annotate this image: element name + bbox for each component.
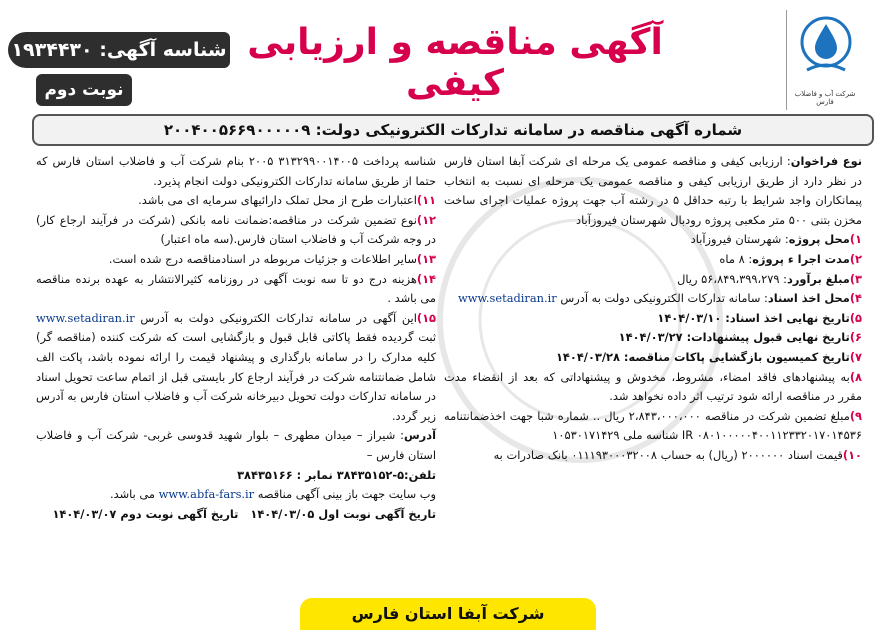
item-11	[36, 191, 436, 211]
website-text: می باشد.	[110, 487, 156, 502]
item-value: : ۱۴۰۴/۰۳/۲۸	[555, 349, 629, 364]
item-text: شناسه ملی ۱۰۵۳۰۱۷۱۴۲۹	[552, 428, 679, 443]
item-value: : ۱۴۰۴/۰۳/۲۷	[618, 330, 692, 345]
item-6	[444, 328, 862, 348]
payment-line: شناسه پرداخت ۳۱۳۲۹۹۰۰۱۴۰۰۵ ۲۰۰۵ بنام شرکت آب و فاضلاب استان فارس که حتما از طریق سامانه تدارکات الکترونیکی دولت انجام پذیرد.	[36, 154, 436, 188]
item-12	[36, 211, 436, 250]
iban-number: IR ۰۸۰۱۰۰۰۰۰۴۰۰۱۱۲۳۳۲۰۱۷۰۱۴۵۳۶	[681, 428, 862, 443]
item-text: نوع تضمین شرکت در مناقصه:ضمانت نامه بانکی (شرکت در فرآیند ارجاع کار) در وجه شرکت آب و فاضلاب استان فارس.(سه ماه اعتبار)	[36, 212, 436, 247]
item-13	[36, 250, 436, 270]
item-text: این آگهی در سامانه تدارکات الکترونیکی دولت به آدرس	[140, 310, 417, 325]
date1-label: تاریخ آگهی نوبت اول	[318, 506, 436, 521]
item-label: تاریخ نهایی قبول پیشنهادات	[691, 330, 850, 345]
item-text: مبلغ تضمین شرکت در مناقصه ۲،۸۴۳،۰۰۰،۰۰۰ ریال .. شماره شبا جهت اخذضمانتنامه	[444, 408, 850, 423]
item-value: : شهرستان فیروزآباد	[690, 232, 789, 247]
item-number: ۳)	[849, 271, 862, 286]
item-number: ۷)	[849, 349, 862, 364]
company-logo	[786, 10, 864, 110]
page-title: آگهی مناقصه و ارزیابی کیفی	[247, 22, 663, 104]
item-text: ثبت گردیده فقط پاکاتی قابل قبول و بازگشایی است که شرکت کننده (مناقصه گر) کلیه مدارک را در سامانه بارگذاری و پیشنهاد قیمت را ارائه نموده باشد، پاکت الف شامل ضمانتنامه شرکت در فرآیند ارجاع کار بایستی قبل از اتمام ساعت تحویل اسناد در سامانه تدارکات دولت تحویل دبیرخانه شرکت آب و فاضلاب استان فارس به آدرس زیر گردد.	[36, 330, 436, 423]
address-label: آدرس	[403, 428, 436, 443]
intro-paragraph	[444, 152, 862, 230]
website-line	[36, 485, 436, 505]
water-drop-icon	[797, 10, 855, 88]
item-label: محل اخذ اسناد	[767, 291, 850, 306]
abfa-link[interactable]: www.abfa-fars.ir	[158, 487, 255, 502]
logo-caption: شرکت آب و فاضلاب فارس	[794, 90, 856, 106]
item-number: ۱۱)	[416, 193, 436, 208]
address-line	[36, 426, 436, 465]
item-label: مدت اجرا ء پروژه	[752, 251, 850, 266]
item-text: هزینه درج دو تا سه نوبت آگهی در روزنامه کثیرالانتشار به عهده برنده مناقصه می باشد .	[36, 271, 436, 306]
item-label: مبلغ برآورد	[786, 271, 850, 286]
date1-value: ۱۴۰۴/۰۳/۰۵	[250, 506, 315, 521]
item-number: ۶)	[849, 330, 862, 345]
phone-label: تلفن	[408, 467, 436, 482]
date2-value: ۱۴۰۴/۰۳/۰۷	[52, 506, 117, 521]
footer-company-name: شرکت آبفا استان فارس	[300, 598, 596, 630]
ad-number-badge: شناسه آگهی: ۱۹۳۴۴۳۰	[8, 32, 230, 68]
intro-text: : ارزیابی کیفی و مناقصه عمومی یک مرحله ای شرکت آبفا استان فارس در نظر دارد از طریق ارزیابی کیفی و مناقصه عمومی یک مرحله ای نسبت به انتخاب پیمانکاران واجد شرایط با رتبه حداقل ۵ در رشته آب جهت پروژه عملیات اجرای ساخت مخزن بتنی ۵۰۰ متر مکعبی پروژه رودبال شهرستان فیروزآباد	[444, 154, 863, 227]
item-10	[444, 446, 862, 466]
item-number: ۱۴)	[416, 271, 436, 286]
item-text: اعتبارات طرح از محل تملک دارائیهای سرمایه ای می باشد.	[138, 193, 417, 208]
ad-round-badge: نوبت دوم	[36, 74, 132, 106]
item-text: سایر اطلاعات و جزئیات مربوطه در اسنادمناقصه درج شده است.	[108, 251, 417, 266]
item-number: ۱۵)	[416, 310, 436, 325]
item-value: : سامانه تدارکات الکترونیکی دولت به آدرس	[560, 291, 768, 306]
item-7	[444, 348, 862, 368]
item-number: ۹)	[849, 408, 862, 423]
item-value: : ۸ ماه	[719, 251, 753, 266]
item-value: : ۱۴۰۴/۰۳/۱۰	[657, 310, 730, 325]
right-column	[444, 152, 862, 466]
item-14	[36, 270, 436, 309]
left-column	[36, 152, 436, 524]
item-label: محل پروژه	[788, 232, 850, 247]
item-2	[444, 250, 862, 270]
item-number: ۴)	[849, 291, 862, 306]
item-number: ۵)	[849, 310, 862, 325]
item-number: ۸)	[849, 369, 862, 384]
item-9	[444, 407, 862, 446]
tender-number-bar: شماره آگهی مناقصه در سامانه تدارکات الکترونیکی دولت: ۲۰۰۴۰۰۵۶۶۹۰۰۰۰۰۹	[32, 114, 874, 146]
setadiran-link[interactable]: www.setadiran.ir	[458, 291, 557, 306]
item-1	[444, 230, 862, 250]
item-15	[36, 309, 436, 427]
item-4	[444, 289, 862, 309]
item-5	[444, 309, 862, 329]
item-3	[444, 270, 862, 290]
website-text: وب سایت جهت باز بینی آگهی مناقصه	[257, 487, 436, 502]
intro-label: نوع فراخوان	[790, 154, 863, 168]
item-number: ۱۲)	[416, 212, 436, 227]
phone-line	[36, 466, 436, 486]
item-label: تاریخ کمیسیون بازگشایی پاکات مناقصه	[628, 349, 850, 364]
item-number: ۲)	[849, 251, 862, 266]
phone-value: :۵-۳۸۴۳۵۱۵۲ نمابر : ۳۸۴۳۵۱۶۶	[237, 467, 409, 482]
item-number: ۱۰)	[842, 447, 862, 462]
item-number: ۱)	[849, 232, 862, 247]
date2-label: تاریخ آگهی نوبت دوم	[120, 506, 239, 521]
item-value: : ۵۶،۸۴۹،۳۹۹،۲۷۹ ریال	[677, 271, 787, 286]
item-number: ۱۳)	[416, 251, 436, 266]
item-text: قیمت اسناد ۲۰۰۰۰۰۰ (ریال) به حساب ۰۱۱۱۹۳۰۰۰۳۲۰۰۸ بانک صادرات به	[493, 447, 843, 462]
publish-dates-line	[36, 505, 436, 525]
address-value: : شیراز – میدان مطهری – بلوار شهید قدوسی غربی- شرکت آب و فاضلاب استان فارس –	[36, 428, 436, 462]
item-label: تاریخ نهایی اخذ اسناد	[729, 310, 850, 325]
setadiran-link[interactable]: www.setadiran.ir	[36, 310, 135, 325]
item-8	[444, 368, 862, 407]
item-text: به پیشنهادهای فاقد امضاء، مشروط، مخدوش و پیشنهاداتی که بعد از انقضاء مدت مقرر در مناقصه ارائه شود ترتیب اثر داده نخواهد شد.	[444, 369, 862, 404]
